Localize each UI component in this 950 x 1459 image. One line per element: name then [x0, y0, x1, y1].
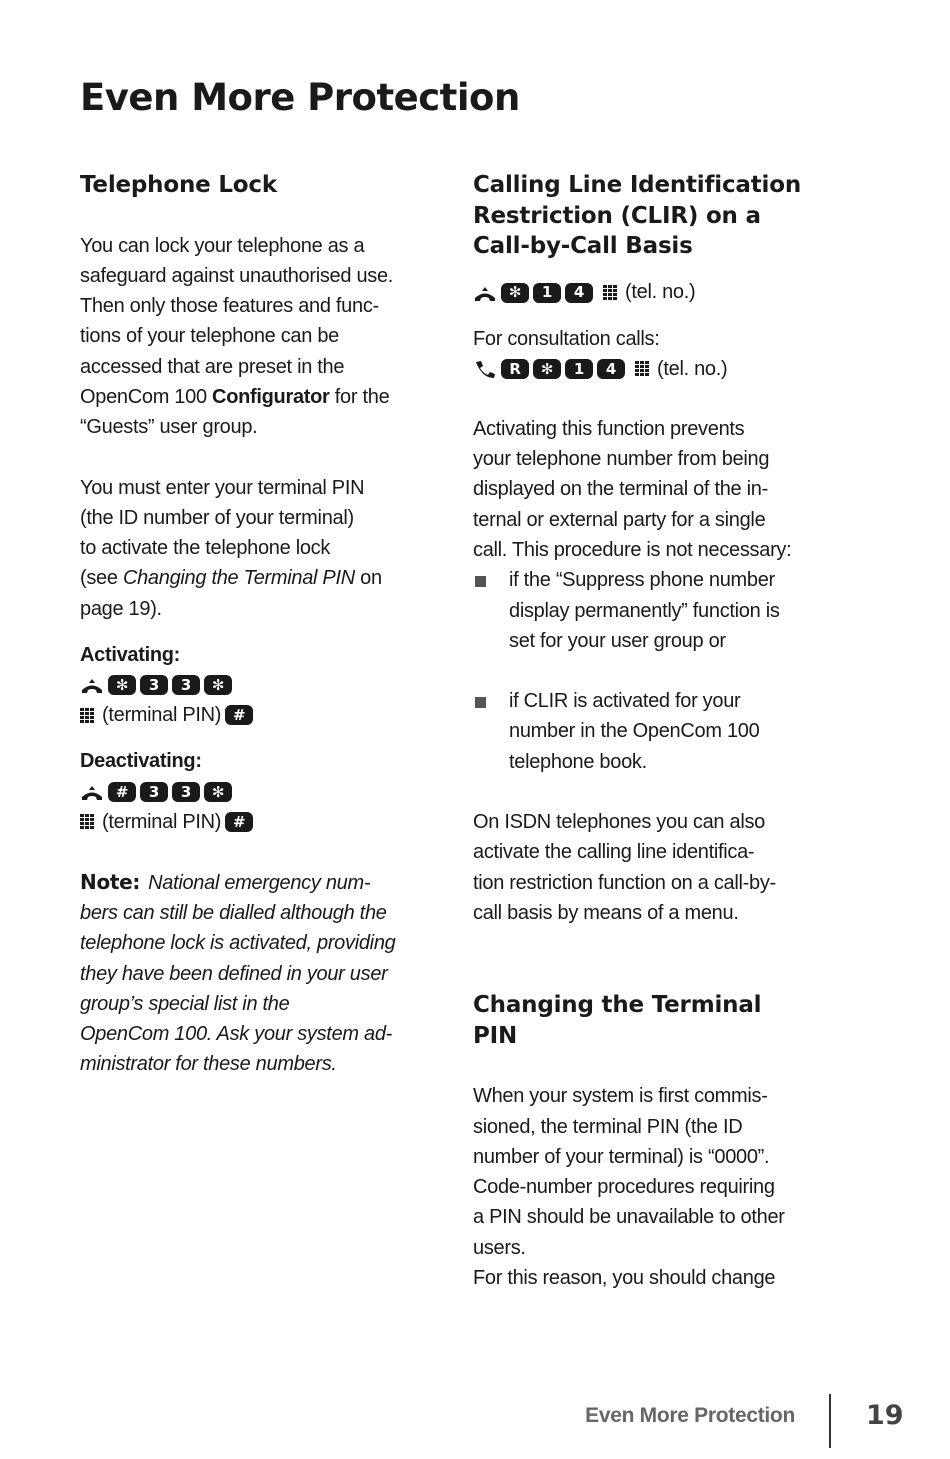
text-line: if CLIR is activated for your	[509, 690, 741, 713]
text-line: call basis by means of a menu.	[473, 901, 739, 924]
text-line: bers can still be dialled although the	[80, 901, 387, 924]
deactivating-key-sequence	[80, 777, 415, 807]
text-line: activate the calling line identifica-	[473, 841, 755, 864]
bullet-square-icon	[475, 576, 486, 587]
key-3: 3	[140, 675, 168, 695]
consultation-label: For consultation calls:	[473, 327, 660, 350]
text-line: You must enter your terminal PIN	[80, 476, 365, 499]
text-line: safeguard against unauthorised use.	[80, 264, 394, 287]
text-line: Then only those features and func-	[80, 295, 379, 318]
text-line: set for your user group or	[509, 629, 726, 652]
key-3: 3	[172, 782, 200, 802]
heading-telephone-lock: Telephone Lock	[80, 172, 277, 198]
text-segment: (see	[80, 567, 123, 590]
key-4: 4	[565, 283, 593, 303]
page-title: Even More Protection	[80, 76, 520, 119]
text-line: page 19).	[80, 597, 162, 620]
heading-line: Restriction (CLIR) on a	[473, 202, 761, 229]
text-line: if the “Suppress phone number	[509, 569, 775, 592]
tel-no-text: (tel. no.)	[625, 281, 696, 304]
key-star: ✻	[204, 675, 232, 695]
heading-line: Call-by-Call Basis	[473, 233, 693, 259]
text-segment: on	[354, 567, 382, 590]
key-1: 1	[565, 359, 593, 379]
consultation-key-sequence	[473, 354, 818, 384]
terminal-pin-paragraph	[80, 473, 415, 624]
list-item	[473, 686, 818, 777]
key-hash: #	[225, 812, 253, 832]
terminal-pin-text: (terminal PIN)	[102, 810, 222, 833]
deactivating-block	[80, 746, 415, 836]
handset-lift-icon	[80, 782, 104, 802]
text-line: display permanently” function is	[509, 599, 780, 622]
key-star: ✻	[533, 359, 561, 379]
text-line: You can lock your telephone as a	[80, 234, 365, 257]
text-line	[80, 382, 415, 412]
tel-no-text: (tel. no.)	[657, 357, 728, 380]
text-line: displayed on the terminal of the in-	[473, 478, 768, 501]
handset-icon	[473, 359, 497, 379]
text-line	[80, 563, 415, 593]
key-1: 1	[533, 283, 561, 303]
text-line: group’s special list in the	[80, 992, 290, 1015]
footer-section-title: Even More Protection	[585, 1404, 795, 1427]
text-line: number of your terminal) is “0000”.	[473, 1145, 770, 1168]
note-paragraph	[80, 867, 415, 1080]
text-line: tion restriction function on a call-by-	[473, 871, 776, 894]
terminal-pin-text: (terminal PIN)	[102, 704, 222, 727]
text-line: to activate the telephone lock	[80, 537, 331, 560]
text-line: When your system is first commis-	[473, 1085, 768, 1108]
page-number: 19	[866, 1400, 904, 1431]
clir-key-sequence	[473, 278, 818, 308]
activating-block	[80, 640, 415, 730]
terminal-pin-description	[473, 1081, 818, 1293]
heading-line: PIN	[473, 1022, 518, 1049]
cross-reference: Changing the Terminal PIN	[122, 567, 355, 590]
keypad-icon	[635, 361, 649, 376]
key-r: R	[501, 359, 529, 379]
right-column	[473, 170, 818, 1293]
text-line: a PIN should be unavailable to other	[473, 1206, 785, 1229]
text-line: users.	[473, 1236, 526, 1259]
keypad-icon	[80, 708, 94, 723]
text-line: number in the OpenCom 100	[509, 720, 760, 743]
text-line: For this reason, you should change	[473, 1267, 776, 1290]
bullet-square-icon	[475, 697, 486, 708]
deactivating-pin-row	[80, 807, 415, 837]
left-column	[80, 170, 415, 1080]
heading-line: Calling Line Identification	[473, 172, 801, 198]
deactivating-label: Deactivating:	[80, 750, 202, 773]
configurator-term: Configurator	[212, 385, 330, 408]
text-line: Activating this function prevents	[473, 417, 745, 440]
text-line: sioned, the terminal PIN (the ID	[473, 1115, 743, 1138]
note-label: Note:	[80, 869, 141, 894]
text-line: ternal or external party for a single	[473, 508, 766, 531]
key-3: 3	[140, 782, 168, 802]
text-line: Code-number procedures requiring	[473, 1176, 775, 1199]
text-line: your telephone number from being	[473, 448, 770, 471]
footer-divider	[829, 1394, 831, 1448]
text-line: they have been defined in your user	[80, 962, 388, 985]
text-line: (the ID number of your terminal)	[80, 506, 354, 529]
key-star: ✻	[501, 283, 529, 303]
text-segment: for the	[329, 385, 390, 408]
handset-lift-icon	[80, 675, 104, 695]
keypad-icon	[603, 285, 617, 300]
key-hash: #	[108, 782, 136, 802]
activating-label: Activating:	[80, 644, 181, 667]
key-star: ✻	[108, 675, 136, 695]
text-line: OpenCom 100. Ask your system ad-	[80, 1023, 393, 1046]
heading-changing-terminal-pin	[473, 990, 818, 1051]
heading-clir	[473, 170, 818, 262]
clir-description	[473, 414, 818, 565]
text-line: “Guests” user group.	[80, 416, 258, 439]
key-4: 4	[597, 359, 625, 379]
text-line: tions of your telephone can be	[80, 325, 339, 348]
keypad-icon	[80, 814, 94, 829]
text-line: ministrator for these numbers.	[80, 1053, 337, 1076]
text-line: telephone book.	[509, 750, 647, 773]
text-segment: OpenCom 100	[80, 385, 213, 408]
key-hash: #	[225, 705, 253, 725]
list-item	[473, 565, 818, 656]
activating-key-sequence	[80, 670, 415, 700]
text-line: call. This procedure is not necessary:	[473, 538, 792, 561]
text-line: On ISDN telephones you can also	[473, 811, 765, 834]
text-line: accessed that are preset in the	[80, 355, 345, 378]
condition-list	[473, 565, 818, 777]
text-line	[80, 867, 415, 898]
activating-pin-row	[80, 700, 415, 730]
key-star: ✻	[204, 782, 232, 802]
key-3: 3	[172, 675, 200, 695]
handset-lift-icon	[473, 283, 497, 303]
text-segment: National emergency num-	[148, 871, 371, 894]
heading-line: Changing the Terminal	[473, 992, 762, 1019]
text-line: telephone lock is activated, providing	[80, 932, 396, 955]
isdn-paragraph	[473, 807, 818, 928]
telephone-lock-intro	[80, 231, 415, 443]
